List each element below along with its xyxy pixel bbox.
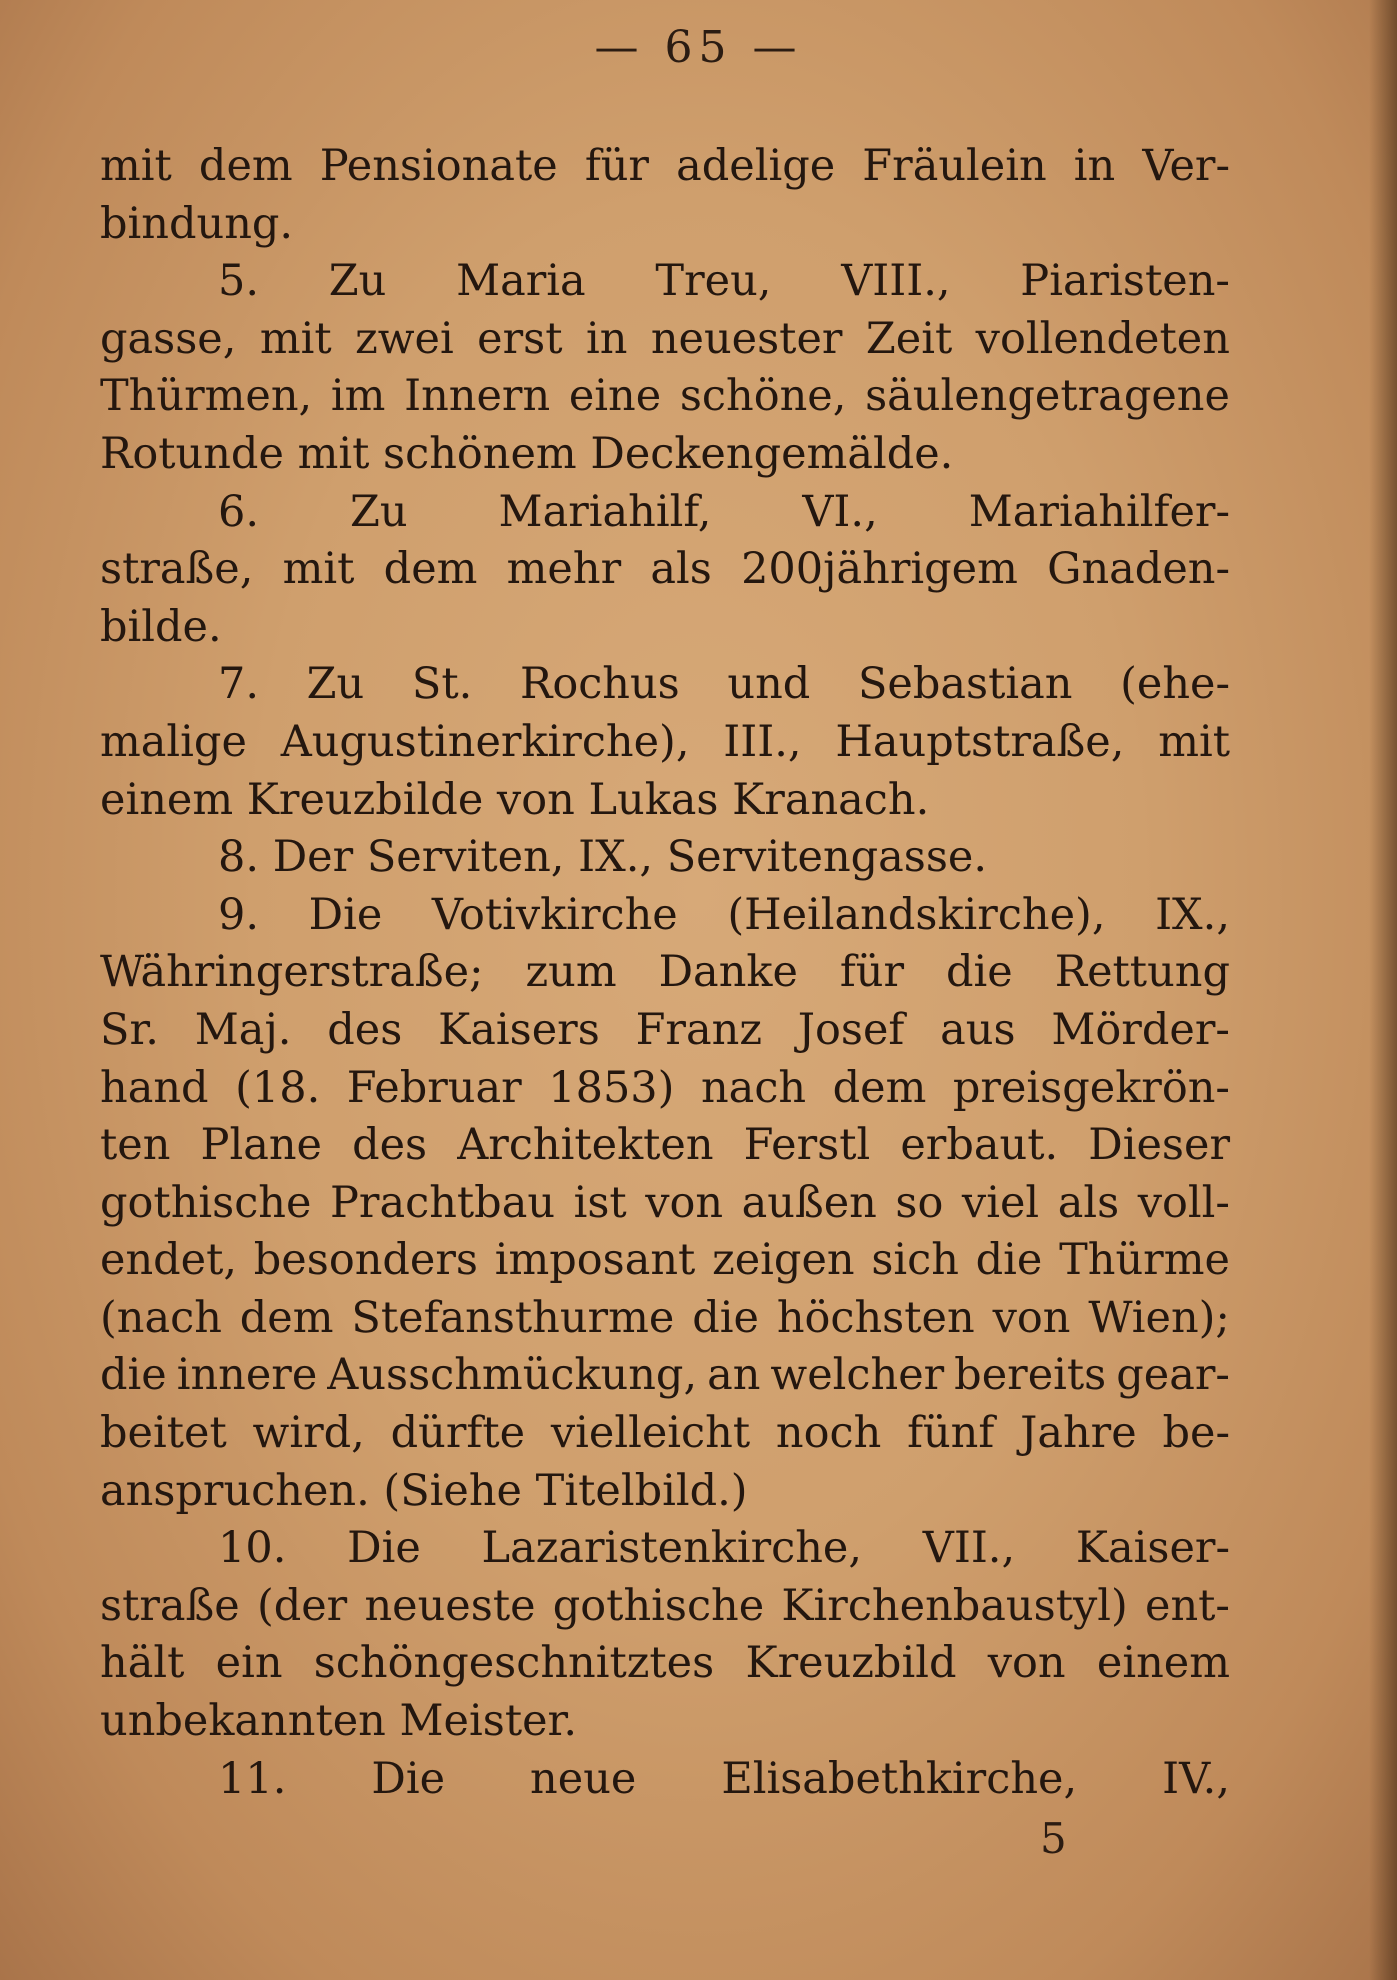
text-line: Sr. Maj. des Kaisers Franz Josef aus Mörder- <box>100 1004 1230 1055</box>
signature-mark: 5 <box>1040 1814 1067 1863</box>
text-line: beitet wird, dürfte vielleicht noch fünf Jahre be- <box>100 1408 1230 1459</box>
text-line: die innere Ausschmückung, an welcher bereits gear- <box>100 1350 1230 1401</box>
text-line: hand (18. Februar 1853) nach dem preisgekrön- <box>100 1062 1230 1113</box>
text-line: 5. Zu Maria Treu, VIII., Piaristen- <box>218 256 1230 307</box>
text-line: endet, besonders imposant zeigen sich die Thürme <box>100 1235 1230 1286</box>
text-line: unbekannten Meister. <box>100 1696 578 1747</box>
text-line: einem Kreuzbilde von Lukas Kranach. <box>100 774 930 825</box>
text-line: malige Augustinerkirche), III., Hauptstraße, mit <box>100 716 1230 767</box>
text-line: 9. Die Votivkirche (Heilandskirche), IX., <box>218 889 1230 940</box>
text-line: 8. Der Serviten, IX., Servitengasse. <box>218 832 988 883</box>
text-line: bilde. <box>100 601 222 652</box>
text-line: bindung. <box>100 198 294 249</box>
text-line: 7. Zu St. Rochus und Sebastian (ehe- <box>218 659 1230 710</box>
text-line: anspruchen. (Siehe Titelbild.) <box>100 1465 748 1516</box>
text-line: Rotunde mit schönem Deckengemälde. <box>100 428 954 479</box>
body-text <box>100 138 1230 1808</box>
text-line: 11. Die neue Elisabethkirche, IV., <box>218 1753 1230 1804</box>
text-line: gasse, mit zwei erst in neuester Zeit vollendeten <box>100 313 1230 364</box>
text-line: 10. Die Lazaristenkirche, VII., Kaiser- <box>218 1523 1230 1574</box>
text-line: gothische Prachtbau ist von außen so viel als voll- <box>100 1177 1230 1228</box>
text-line: (nach dem Stefansthurme die höchsten von Wien); <box>100 1292 1230 1343</box>
text-line: straße, mit dem mehr als 200jährigem Gnaden- <box>100 544 1230 595</box>
text-line: Thürmen, im Innern eine schöne, säulengetragene <box>100 371 1230 422</box>
text-line: 6. Zu Mariahilf, VI., Mariahilfer- <box>218 486 1230 537</box>
text-line: mit dem Pensionate für adelige Fräulein in Ver- <box>100 141 1230 191</box>
text-line: ten Plane des Architekten Ferstl erbaut. Dieser <box>100 1120 1230 1171</box>
text-line: Währingerstraße; zum Danke für die Rettung <box>100 947 1230 998</box>
text-line: hält ein schöngeschnitztes Kreuzbild von einem <box>100 1638 1230 1689</box>
text-line: straße (der neueste gothische Kirchenbaustyl) ent- <box>100 1580 1230 1631</box>
page-number: — 65 — <box>594 22 803 73</box>
